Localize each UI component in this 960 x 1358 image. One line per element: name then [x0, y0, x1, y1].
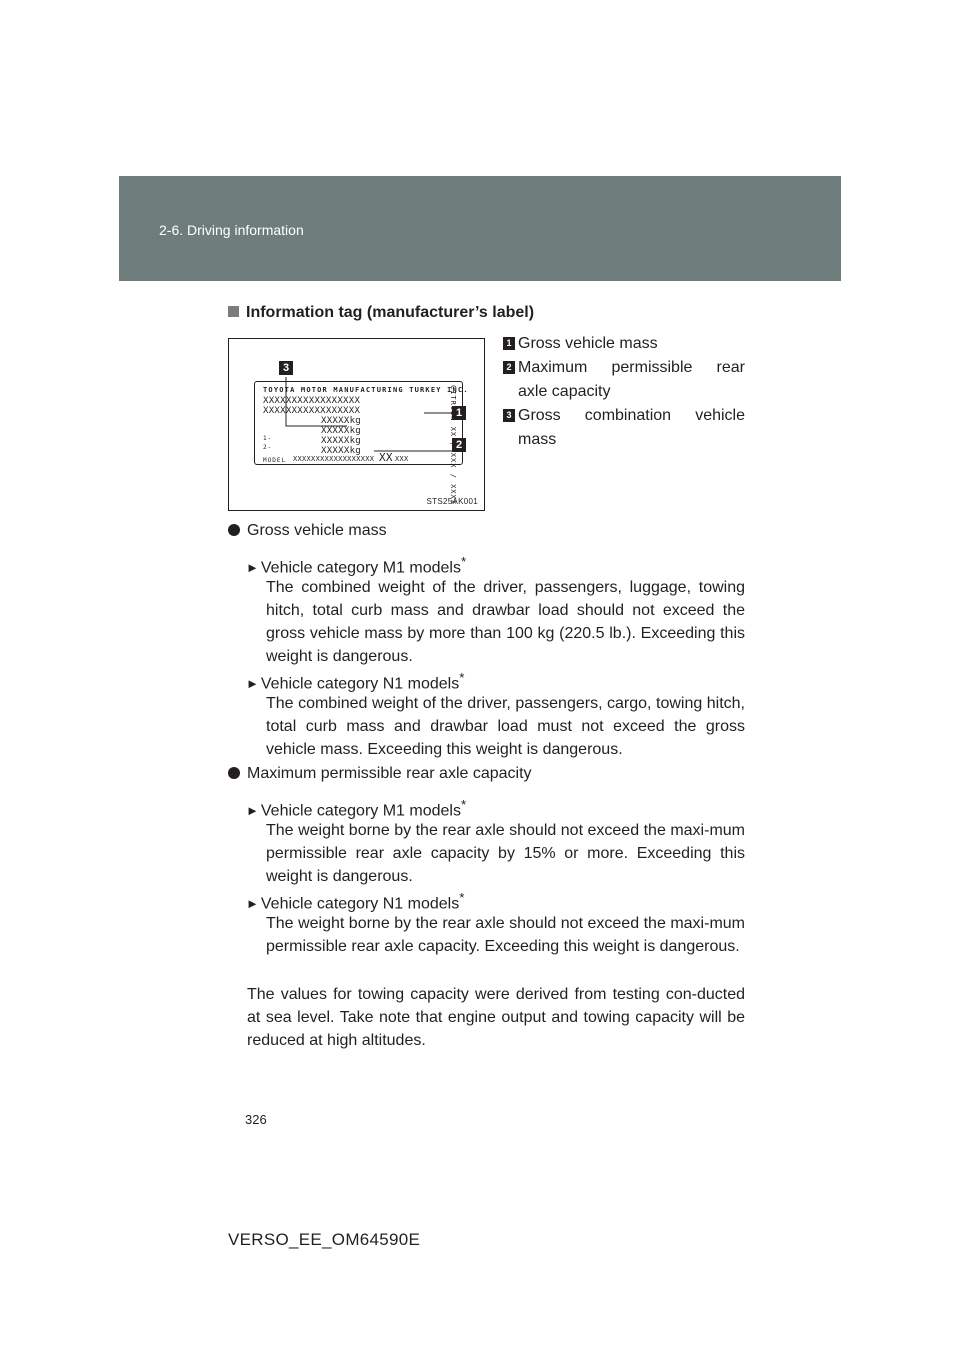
legend-text-1: Gross vehicle mass [518, 335, 658, 352]
tag-kg-2: XXXXXkg [321, 426, 362, 436]
paragraph-n1-axle: The weight borne by the rear axle should not exceed the maxi-mum permissible rear axle capacity. Exceeding this weight is dangerous. [266, 915, 745, 955]
triangle-right-icon: ► [246, 896, 259, 912]
callout-badge-2: 2 [452, 438, 466, 452]
sub-label: Vehicle category M1 models [260, 559, 461, 577]
paragraph-m1-gvm: The combined weight of the driver, passengers, luggage, towing hitch, total curb mass and drawbar load should not exceed the gross vehicle mass by more than 100 kg (220.5 lb.). Exceeding this weight is dangerous. [266, 579, 745, 665]
bullet-heading: Maximum permissible rear axle capacity [247, 765, 532, 782]
legend-number-1: 1 [503, 337, 515, 350]
figure-code: STS25AK001 [426, 497, 478, 506]
tag-kg-3: XXXXXkg [321, 436, 362, 446]
label-figure [228, 338, 485, 511]
legend-text-3b: mass [518, 431, 557, 448]
asterisk-mark: * [459, 670, 465, 685]
triangle-right-icon: ► [246, 676, 259, 692]
section-title [228, 304, 534, 322]
asterisk-mark: * [459, 890, 465, 905]
sub-label: Vehicle category N1 models [260, 675, 460, 693]
triangle-right-icon: ► [246, 803, 259, 819]
bullet-heading: Gross vehicle mass [247, 522, 387, 539]
callout-badge-1: 1 [452, 406, 466, 420]
figure-legend [503, 332, 745, 452]
sub-n1-axle [246, 890, 464, 913]
tag-axle-1: 1- [263, 435, 273, 442]
tag-model-xx: XX [379, 451, 393, 464]
square-bullet-icon [228, 306, 239, 317]
sub-n1-gvm [246, 670, 464, 693]
legend-text-2b: axle capacity [518, 383, 611, 400]
triangle-right-icon: ► [246, 560, 259, 576]
asterisk-mark: * [460, 554, 467, 569]
legend-number-3: 3 [503, 409, 515, 422]
legend-item-3 [503, 404, 745, 452]
footer-document-code: VERSO_EE_OM64590E [228, 1230, 421, 1249]
tag-model-value: XXXXXXXXXXXXXXXXXX [293, 455, 375, 463]
tag-kg-4: XXXXXkg [321, 446, 362, 456]
paragraph-m1-axle: The weight borne by the rear axle should not exceed the maxi-mum permissible rear axle capacity by 15% or more. Exceeding this weight is dangerous. [266, 822, 745, 885]
tag-model-xxx: XXX [395, 455, 409, 463]
paragraph-n1-gvm: The combined weight of the driver, passengers, cargo, towing hitch, total curb mass and drawbar load must not exceed the gross vehicle mass. Exceeding this weight is dangerous. [266, 695, 745, 758]
bullet-rear-axle-capacity [228, 765, 532, 783]
section-breadcrumb: 2-6. Driving information [159, 222, 304, 238]
tag-kg-1: XXXXXkg [321, 416, 362, 426]
header-band [119, 176, 841, 281]
tag-row-1: XXXXXXXXXXXXXXXXX [263, 396, 361, 406]
tag-row-2: XXXXXXXXXXXXXXXXX [263, 406, 361, 416]
sub-m1-gvm [246, 554, 466, 577]
legend-text-2a: Maximum permissible rear [518, 359, 745, 376]
tag-axle-2: 2- [263, 444, 273, 451]
asterisk-mark: * [460, 797, 467, 812]
legend-item-1 [503, 332, 745, 356]
page-number: 326 [245, 1112, 267, 1127]
legend-text-3a: Gross combination vehicle [518, 407, 745, 424]
sub-label: Vehicle category M1 models [260, 802, 461, 820]
circle-bullet-icon [228, 524, 240, 536]
legend-number-2: 2 [503, 361, 515, 374]
legend-item-2 [503, 356, 745, 404]
tag-company: TOYOTA MOTOR MANUFACTURING TURKEY INC. [263, 386, 469, 394]
sub-m1-axle [246, 797, 466, 820]
tag-model-label: MODEL [263, 457, 287, 464]
paragraph-towing-note: The values for towing capacity were derived from testing con-ducted at sea level. Take note that engine output and towing capacity will be reduced at high altitudes. [247, 986, 745, 1049]
circle-bullet-icon [228, 767, 240, 779]
callout-badge-3: 3 [279, 361, 293, 375]
sub-label: Vehicle category N1 models [260, 895, 460, 913]
section-title-text: Information tag (manufacturer’s label) [246, 304, 535, 321]
tag-side-text: CITROEN XX / XXX / XXXX [449, 385, 457, 505]
bullet-gross-vehicle-mass [228, 522, 387, 540]
